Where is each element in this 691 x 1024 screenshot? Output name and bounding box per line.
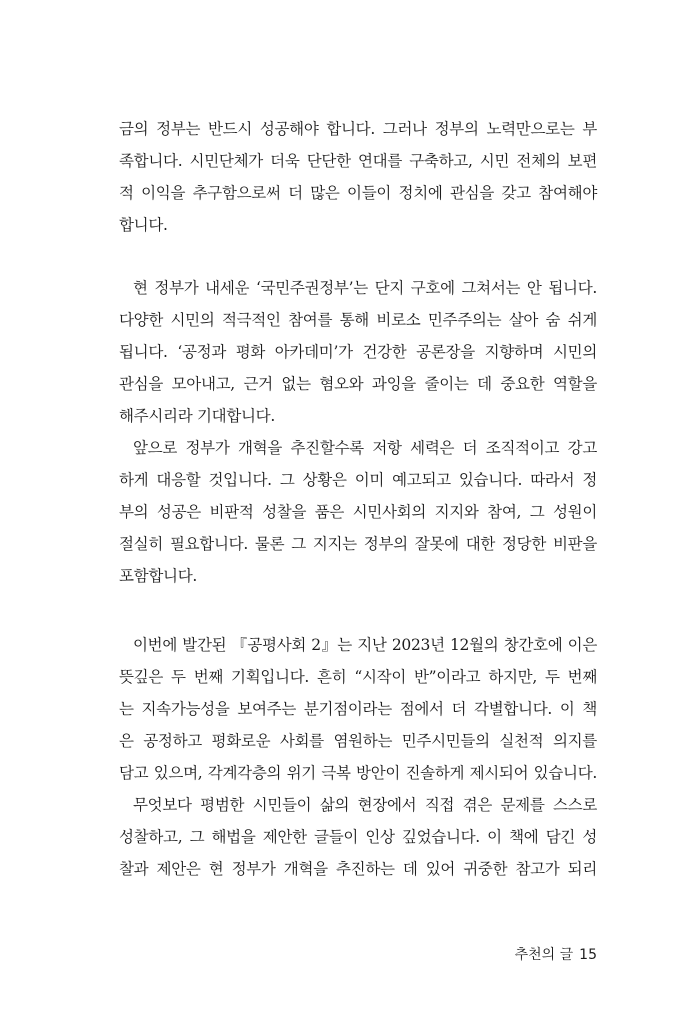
text-line: 무엇보다 평범한 시민들이 삶의 현장에서 직접 겪은 문제를 스스로 (133, 796, 597, 814)
text-line: 하게 대응할 것입니다. 그 상황은 이미 예고되고 있습니다. 따라서 정 (119, 471, 597, 489)
running-footer-section: 추천의 글 (514, 947, 574, 963)
text-line: 적 이익을 추구함으로써 더 많은 이들이 정치에 관심을 갖고 참여해야 (119, 184, 597, 202)
text-line: 성찰하고, 그 해법을 제안한 글들이 인상 깊었습니다. 이 책에 담긴 성 (119, 828, 597, 846)
text-line: 찰과 제안은 현 정부가 개혁을 추진하는 데 있어 귀중한 참고가 되리 (119, 860, 597, 878)
text-line: 합니다. (119, 216, 168, 234)
text-line: 포함합니다. (119, 567, 197, 585)
text-line: 다양한 시민의 적극적인 참여를 통해 비로소 민주주의는 살아 숨 쉬게 (119, 311, 597, 329)
paragraph-5 (119, 789, 597, 885)
text-line: 이번에 발간된 『공평사회 2』는 지난 2023년 12월의 창간호에 이은 (133, 636, 597, 654)
text-line: 관심을 모아내고, 근거 없는 혐오와 과잉을 줄이는 데 중요한 역할을 (119, 375, 597, 393)
paragraph-2 (119, 272, 597, 432)
text-line: 부의 성공은 비판적 성찰을 품은 시민사회의 지지와 참여, 그 성원이 (119, 503, 597, 521)
paragraph-3 (119, 432, 597, 592)
paragraph-4 (119, 629, 597, 789)
paragraph-1 (119, 113, 597, 241)
text-line: 담고 있으며, 각계각층의 위기 극복 방안이 진솔하게 제시되어 있습니다. (119, 764, 597, 782)
text-line: 현 정부가 내세운 ‘국민주권정부’는 단지 구호에 그쳐서는 안 됩니다. (133, 279, 597, 297)
text-line: 앞으로 정부가 개혁을 추진할수록 저항 세력은 더 조직적이고 강고 (133, 439, 597, 457)
text-line: 족합니다. 시민단체가 더욱 단단한 연대를 구축하고, 시민 전체의 보편 (119, 152, 597, 170)
text-line: 뜻깊은 두 번째 기획입니다. 흔히 “시작이 반”이라고 하지만, 두 번째 (119, 668, 597, 686)
text-line: 절실히 필요합니다. 물론 그 지지는 정부의 잘못에 대한 정당한 비판을 (119, 535, 597, 553)
text-line: 는 지속가능성을 보여주는 분기점이라는 점에서 더 각별합니다. 이 책 (119, 700, 597, 718)
page-footer (515, 944, 597, 964)
text-line: 됩니다. ‘공정과 평화 아카데미’가 건강한 공론장을 지향하며 시민의 (119, 343, 597, 361)
text-line: 금의 정부는 반드시 성공해야 합니다. 그러나 정부의 노력만으로는 부 (119, 120, 597, 138)
page-number: 15 (579, 947, 597, 963)
text-line: 은 공정하고 평화로운 사회를 염원하는 민주시민들의 실천적 의지를 (119, 732, 597, 750)
text-line: 해주시리라 기대합니다. (119, 407, 275, 425)
